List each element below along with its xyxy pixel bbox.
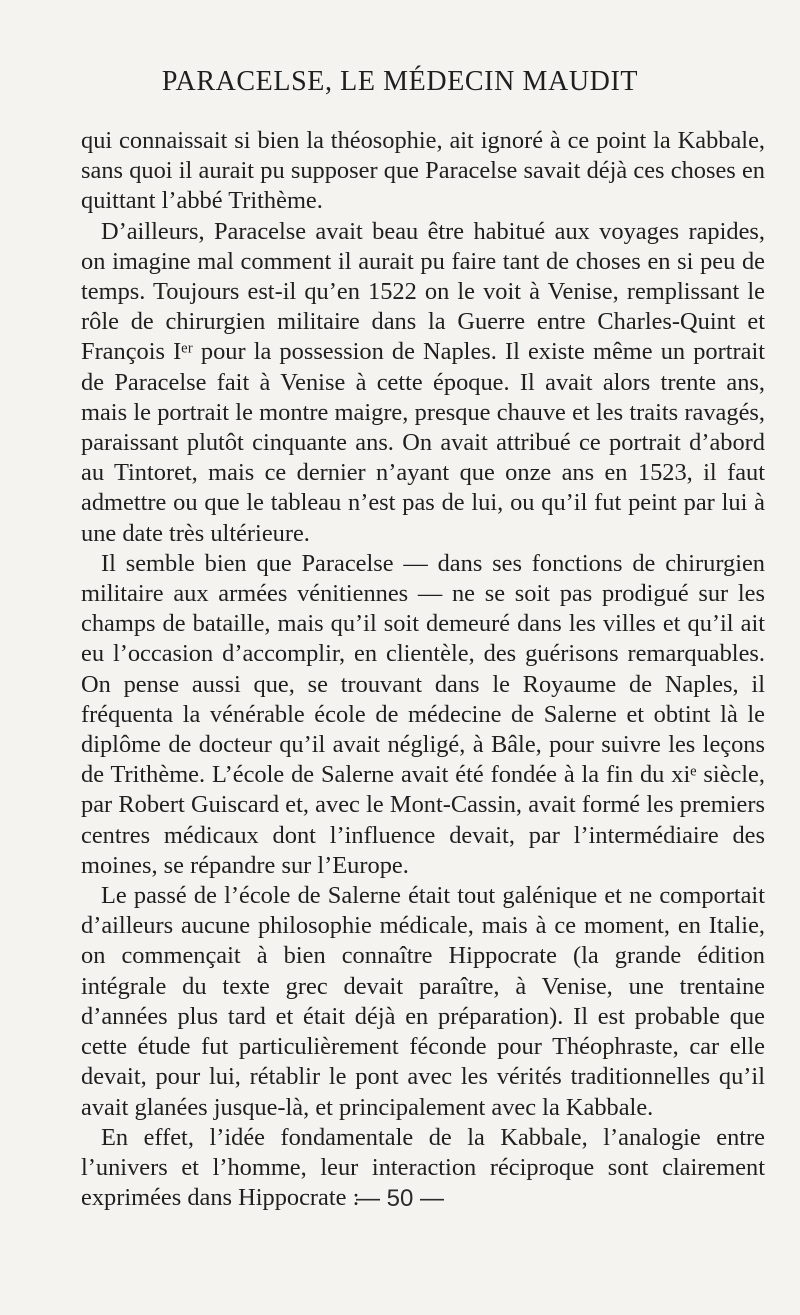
body-text: [81, 126, 765, 1213]
running-title: PARACELSE, LE MÉDECIN MAUDIT: [161, 66, 639, 97]
paragraph: Il semble bien que Paracelse — dans ses fonctions de chirurgien militaire aux armées vénitiennes — ne se soit pas prodigué sur les champs de bataille, mais qu’il soit demeuré dans les villes et qu’il ait eu l’occasion d’accomplir, en clientèle, des guérisons remarquables. On pense aussi que, se trouvant dans le Royaume de Naples, il fréquenta la vénérable école de médecine de Salerne et obtint là le diplôme de docteur qu’il avait négligé, à Bâle, pour suivre les leçons de Trithème. L’école de Salerne avait été fondée à la fin du xiᵉ siècle, par Robert Guiscard et, avec le Mont-Cassin, avait formé les premiers centres médicaux dont l’influence devait, par l’intermédiaire des moines, se répandre sur l’Europe.: [81, 549, 765, 879]
page-number: — 50 —: [355, 1185, 445, 1212]
paragraph: D’ailleurs, Paracelse avait beau être habitué aux voyages rapides, on imagine mal comment il aurait pu faire tant de choses en si peu de temps. Toujours est-il qu’en 1522 on le voit à Venise, remplissant le rôle de chirurgien militaire dans la Guerre entre Charles-Quint et François Iᵉʳ pour la possession de Naples. Il existe même un portrait de Paracelse fait à Venise à cette époque. Il avait alors trente ans, mais le portrait le montre maigre, presque chauve et les traits ravagés, paraissant plutôt cinquante ans. On avait attribué ce portrait d’abord au Tintoret, mais ce dernier n’ayant que onze ans en 1523, il faut admettre ou que le tableau n’est pas de lui, ou qu’il fut peint par lui à une date très ultérieure.: [81, 217, 765, 547]
paragraph: En effet, l’idée fondamentale de la Kabbale, l’analogie entre l’univers et l’homme, leur interaction réciproque sont clairement exprimées dans Hippocrate :: [81, 1123, 765, 1212]
paragraph: qui connaissait si bien la théosophie, ait ignoré à ce point la Kabbale, sans quoi il aurait pu supposer que Paracelse savait déjà ces choses en quittant l’abbé Trithème.: [81, 127, 765, 215]
paragraph: Le passé de l’école de Salerne était tout galénique et ne comportait d’ailleurs aucune philosophie médicale, mais à ce moment, en Italie, on commençait à bien connaître Hippocrate (la grande édition intégrale du texte grec devait paraître, à Venise, une trentaine d’années plus tard et était déjà en préparation). Il est probable que cette étude fut particulièrement féconde pour Théophraste, car elle devait, pour lui, rétablir le pont avec les vérités traditionnelles qu’il avait glanées jusque-là, et principalement avec la Kabbale.: [81, 882, 765, 1121]
